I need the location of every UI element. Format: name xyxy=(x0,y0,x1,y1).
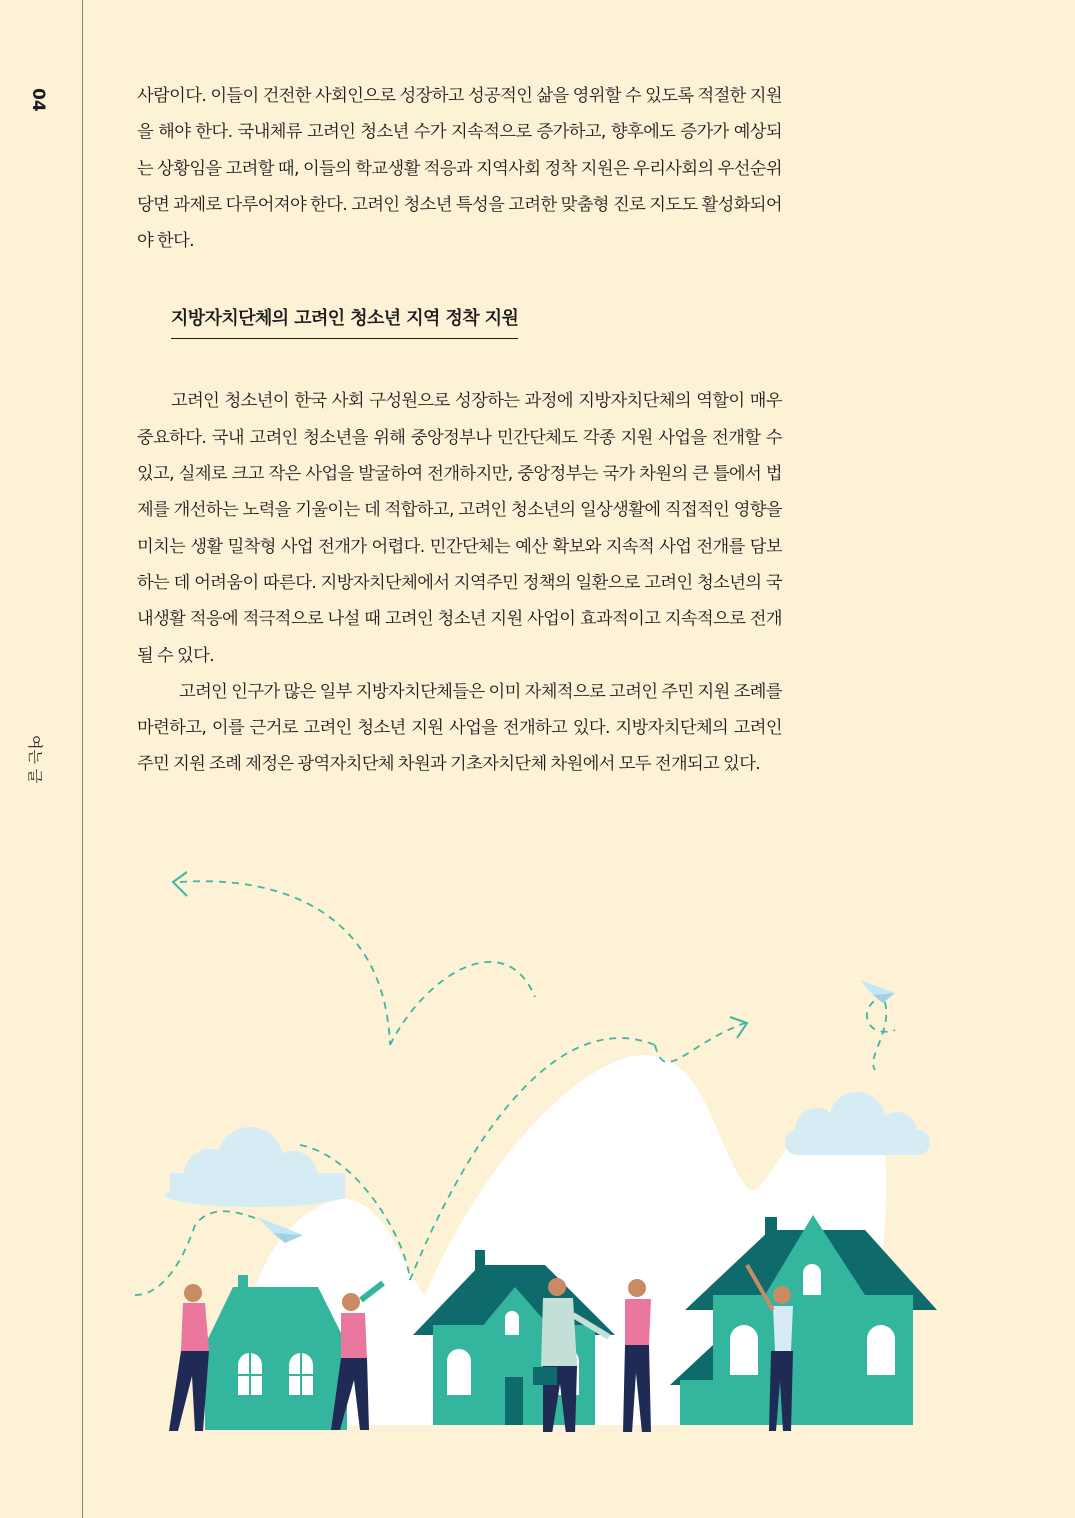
paragraph-2: 고려인 인구가 많은 일부 지방자치단체들은 이미 자체적으로 고려인 주민 지원 조례를 마련하고, 이를 근거로 고려인 청소년 지원 사업을 전개하고 있다. 지방자치단체의 고려인 주민 지원 조례 제정은 광역자치단체 차원과 기초자치단체 차원에서 모두 전개되고 있다. xyxy=(137,681,782,775)
community-illustration xyxy=(125,855,955,1455)
person-icon xyxy=(169,1284,209,1431)
arrow-head xyxy=(173,872,187,896)
article-body xyxy=(137,78,782,783)
cloud-icon xyxy=(785,1092,930,1155)
paragraph-intro: 사람이다. 이들이 건전한 사회인으로 성장하고 성공적인 삶을 영위할 수 있도록 적절한 지원을 해야 한다. 국내체류 고려인 청소년 수가 지속적으로 증가하고, 향후에도 증가가 예상되는 상황임을 고려할 때, 이들의 학교생활 적응과 지역사회 정착 지원은 우리사회의 우선순위 당면 과제로 다루어져야 한다. 고려인 청소년 특성을 고려한 맞춤형 진로 지도도 활성화되어야 한다. xyxy=(137,86,782,252)
briefcase-icon xyxy=(533,1367,557,1385)
margin-rule xyxy=(82,0,83,1518)
cloud-icon xyxy=(165,1127,345,1207)
paragraph-1: 고려인 청소년이 한국 사회 구성원으로 성장하는 과정에 지방자치단체의 역할이 매우 중요하다. 국내 고려인 청소년을 위해 중앙정부나 민간단체도 각종 지원 사업을 전개할 수 있고, 실제로 크고 작은 사업을 발굴하여 전개하지만, 중앙정부는 국가 차원의 큰 틀에서 법제를 개선하는 노력을 기울이는 데 적합하고, 고려인 청소년의 일상생활에 직접적인 영향을 미치는 생활 밀착형 사업 전개가 어렵다. 민간단체는 예산 확보와 지속적 사업 전개를 담보하는 데 어려움이 따른다. 지방자치단체에서 지역주민 정책의 일환으로 고려인 청소년의 국내생활 적응에 적극적으로 나설 때 고려인 청소년 지원 사업이 효과적이고 지속적으로 전개될 수 있다. xyxy=(137,391,782,666)
page-number: 04 xyxy=(28,88,48,112)
paper-plane-icon xyxy=(860,980,895,1003)
section-heading: 지방자치단체의 고려인 청소년 지역 정착 지원 xyxy=(171,304,518,339)
section-label: 여는 글 xyxy=(26,735,44,784)
